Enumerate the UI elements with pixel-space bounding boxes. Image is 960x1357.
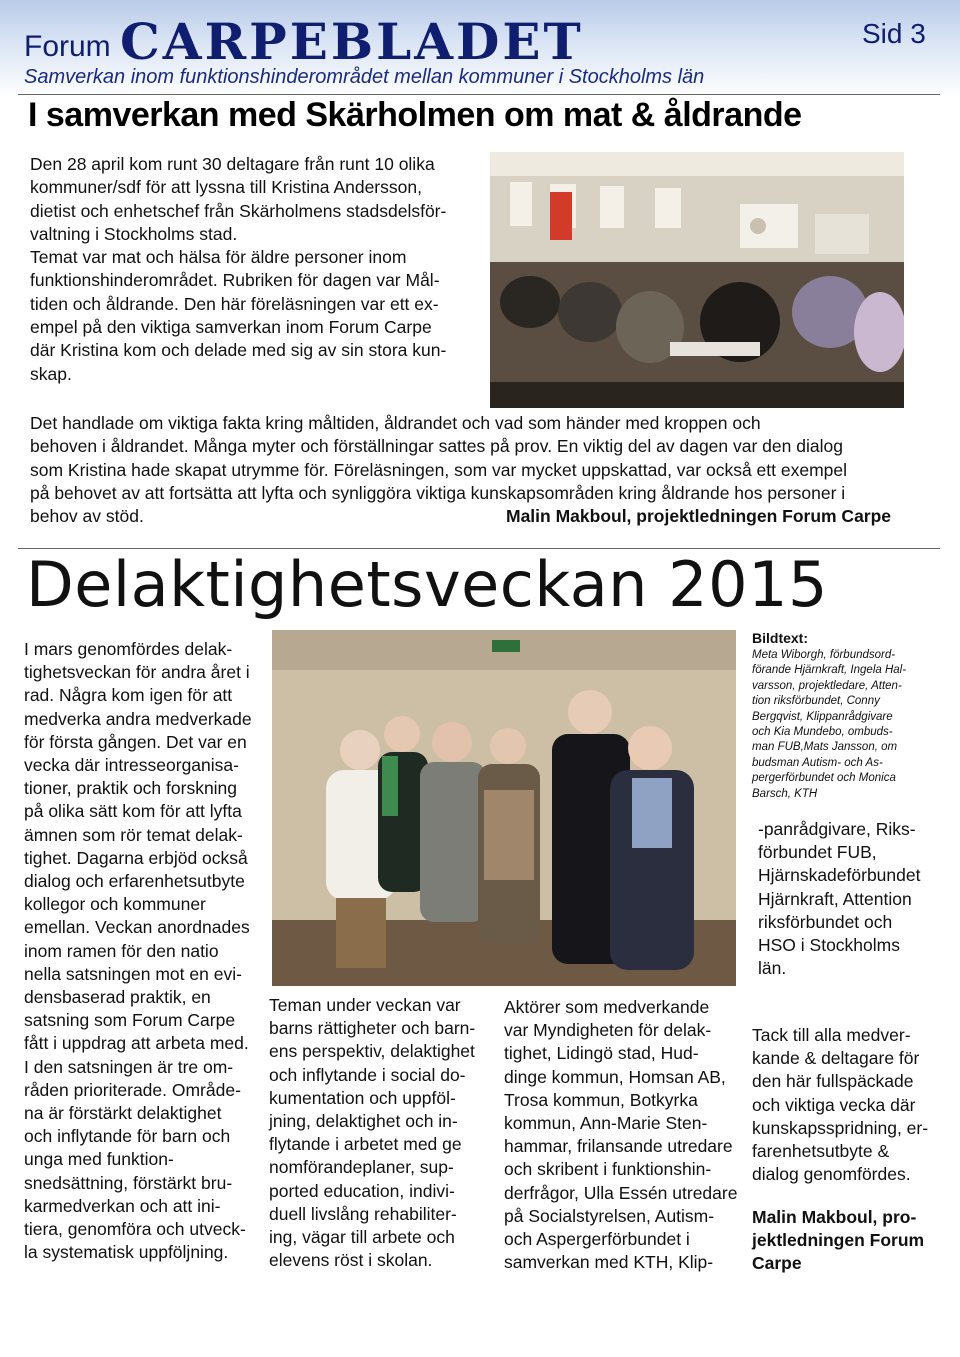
- text-line: ämnen som rör temat delak-: [24, 824, 243, 845]
- text-line: elevens röst i skolan.: [269, 1250, 433, 1271]
- text-line: nomförandeplaner, sup-: [269, 1157, 454, 1178]
- masthead-title: CARPEBLADET: [120, 12, 584, 71]
- text-line: Den 28 april kom runt 30 deltagare från runt 10 olika: [30, 154, 435, 174]
- caption-heading: Bildtext:: [752, 630, 808, 646]
- text-line: kumentation och uppföl-: [269, 1087, 456, 1108]
- text-line: Carpe: [752, 1253, 802, 1274]
- text-line: jektledningen Forum: [752, 1230, 925, 1251]
- article1-title: I samverkan med Skärholmen om mat & åldrande: [28, 96, 802, 134]
- group-photo: [272, 630, 736, 986]
- text-line: Malin Makboul, pro-: [752, 1207, 917, 1227]
- text-line: samverkan med KTH, Klip-: [504, 1252, 714, 1273]
- text-line: behov av stöd.: [30, 506, 144, 527]
- caption-line: och Kia Mundebo, ombuds-: [752, 726, 893, 739]
- article1-intro: [30, 153, 484, 386]
- article1-byline: Malin Makboul, projektledningen Forum Carpe: [506, 506, 892, 526]
- text-line: skap.: [30, 363, 72, 384]
- text-line: dietist och enhetschef från Skärholmens stadsdelsför-: [30, 200, 447, 221]
- text-line: unga med funktion-: [24, 1149, 174, 1170]
- text-line: HSO i Stockholms: [758, 935, 900, 956]
- text-line: dialog och erfarenhetsutbyte: [24, 871, 245, 892]
- text-line: riksförbundet och: [758, 911, 893, 932]
- text-line: som Kristina hade skapat utrymme för. Föreläsningen, som var mycket uppskattad, var också ett exempel: [30, 459, 848, 480]
- text-line: där Kristina kom och delade med sig av sin stora kun-: [30, 340, 447, 361]
- text-line: rad. Några kom igen för att: [24, 685, 233, 706]
- text-line: Teman under veckan var: [269, 995, 461, 1015]
- caption-line: varsson, projektledare, Atten-: [752, 679, 902, 692]
- text-line: hammar, frilansande utredare: [504, 1136, 733, 1157]
- text-line: satsning som Forum Carpe: [24, 1010, 236, 1031]
- text-line: på olika sätt kom för att lyfta: [24, 801, 242, 822]
- text-line: och viktiga vecka där: [752, 1094, 916, 1115]
- text-line: på behovet av att fortsätta att lyfta och synliggöra viktiga kunskapsområden kring åldrande hos personer i: [30, 482, 846, 503]
- text-line: kommun, Ann-Marie Sten-: [504, 1113, 708, 1134]
- text-line: dialog genomfördes.: [752, 1164, 911, 1185]
- text-line: karmedverkan och att ini-: [24, 1195, 221, 1216]
- masthead-forum: Forum: [24, 30, 111, 63]
- text-line: fått i uppdrag att arbeta med.: [24, 1033, 249, 1054]
- text-line: kommuner/sdf för att lyssna till Kristina Andersson,: [30, 177, 422, 198]
- text-line: emellan. Veckan anordnades: [24, 917, 250, 938]
- article2-column-3: [504, 996, 750, 1274]
- lecture-photo: [490, 152, 904, 408]
- text-line: Aktörer som medverkande: [504, 997, 710, 1017]
- text-line: valtning i Stockholms stad.: [30, 223, 238, 244]
- text-line: tighet, Lidingö stad, Hud-: [504, 1043, 699, 1064]
- text-line: derfrågor, Ulla Essén utredare: [504, 1182, 738, 1203]
- caption-line: Bergqvist, Klippanrådgivare: [752, 710, 893, 723]
- text-line: -panrådgivare, Riks-: [758, 819, 916, 839]
- text-line: ens perspektiv, delaktighet: [269, 1041, 475, 1062]
- caption-line: man FUB,Mats Jansson, om: [752, 741, 898, 754]
- text-line: inom ramen för den natio: [24, 940, 219, 961]
- text-line: Tack till alla medver-: [752, 1025, 911, 1045]
- text-line: Det handlade om viktiga fakta kring måltiden, åldrandet och vad som händer med kroppen och: [30, 413, 761, 433]
- text-line: densbaserad praktik, en: [24, 987, 211, 1008]
- text-line: ing, vägar till arbete och: [269, 1227, 455, 1248]
- article2-column-4-lead: [758, 818, 944, 980]
- text-line: na är förstärkt delaktighet: [24, 1103, 222, 1124]
- text-line: dinge kommun, Homsan AB,: [504, 1066, 726, 1087]
- text-line: snedsättning, förstärkt bru-: [24, 1172, 233, 1193]
- article2-byline: [752, 1206, 942, 1276]
- caption-line: pergerförbundet och Monica: [752, 772, 896, 785]
- text-line: Hjärnkraft, Attention: [758, 888, 912, 909]
- text-line: I den satsningen är tre om-: [24, 1056, 234, 1077]
- text-line: la systematisk uppföljning.: [24, 1242, 229, 1263]
- text-line: Hjärnskadeförbundet: [758, 865, 921, 886]
- text-line: barns rättigheter och barn-: [269, 1018, 476, 1039]
- text-line: och skribent i funktionshin-: [504, 1159, 712, 1180]
- text-line: vecka där intresseorganisa-: [24, 755, 239, 776]
- caption-line: förande Hjärnkraft, Ingela Hal-: [752, 664, 907, 677]
- text-line: jning, delaktighet och in-: [269, 1111, 458, 1132]
- text-line: tighet. Dagarna erbjöd också: [24, 847, 248, 868]
- photo-caption: [752, 648, 938, 802]
- text-line: flytande i arbetet med ge: [269, 1134, 462, 1155]
- article2-column-4: [752, 1024, 942, 1186]
- masthead-tagline: Samverkan inom funktionshinderområdet mellan kommuner i Stockholms län: [24, 66, 705, 88]
- text-line: var Myndigheten för delak-: [504, 1020, 712, 1041]
- text-line: Trosa kommun, Botkyrka: [504, 1089, 698, 1110]
- caption-line: tion riksförbundet, Conny: [752, 695, 880, 708]
- text-line: för första gången. Det var en: [24, 731, 247, 752]
- text-line: tiera, genomföra och utveck-: [24, 1219, 246, 1240]
- text-line: tioner, praktik och forskning: [24, 778, 238, 799]
- text-line: kunskapsspridning, er-: [752, 1117, 929, 1138]
- caption-line: Barsch, KTH: [752, 787, 818, 800]
- caption-line: budsman Autism- och As-: [752, 756, 883, 769]
- text-line: på Socialstyrelsen, Autism-: [504, 1205, 715, 1226]
- article2-title: Delaktighetsveckan 2015: [26, 548, 828, 621]
- text-line: behoven i åldrandet. Många myter och förställningar sattes på prov. En viktig del av dagen var den dialog: [30, 436, 843, 457]
- caption-line: Meta Wiborgh, förbundsord-: [752, 649, 896, 661]
- article2-column-2: [269, 994, 497, 1272]
- page-number: Sid 3: [862, 18, 926, 49]
- text-line: ported education, indivi-: [269, 1180, 455, 1201]
- text-line: och inflytande i social do-: [269, 1064, 466, 1085]
- text-line: Temat var mat och hälsa för äldre personer inom: [30, 247, 407, 268]
- text-line: län.: [758, 958, 787, 979]
- text-line: den här fullspäckade: [752, 1071, 914, 1092]
- text-line: tiden och åldrande. Den här föreläsningen var ett ex-: [30, 293, 439, 314]
- text-line: tighetsveckan för andra året i: [24, 662, 250, 683]
- text-line: råden prioriterade. Område-: [24, 1079, 241, 1100]
- text-line: farenhetsutbyte &: [752, 1141, 890, 1162]
- text-line: duell livslång rehabiliter-: [269, 1203, 457, 1224]
- text-line: kande & deltagare för: [752, 1048, 920, 1069]
- text-line: medverka andra medverkade: [24, 708, 252, 729]
- text-line: funktionshinderområdet. Rubriken för dagen var Mål-: [30, 270, 440, 291]
- text-line: och inflytande för barn och: [24, 1126, 231, 1147]
- text-line: nella satsningen mot en evi-: [24, 963, 242, 984]
- text-line: I mars genomfördes delak-: [24, 639, 233, 659]
- header-divider: [18, 94, 940, 95]
- text-line: och Aspergerförbundet i: [504, 1229, 690, 1250]
- text-line: förbundet FUB,: [758, 842, 877, 863]
- text-line: empel på den viktiga samverkan inom Forum Carpe: [30, 317, 432, 338]
- article2-column-1: [24, 638, 274, 1264]
- text-line: kollegor och kommuner: [24, 894, 206, 915]
